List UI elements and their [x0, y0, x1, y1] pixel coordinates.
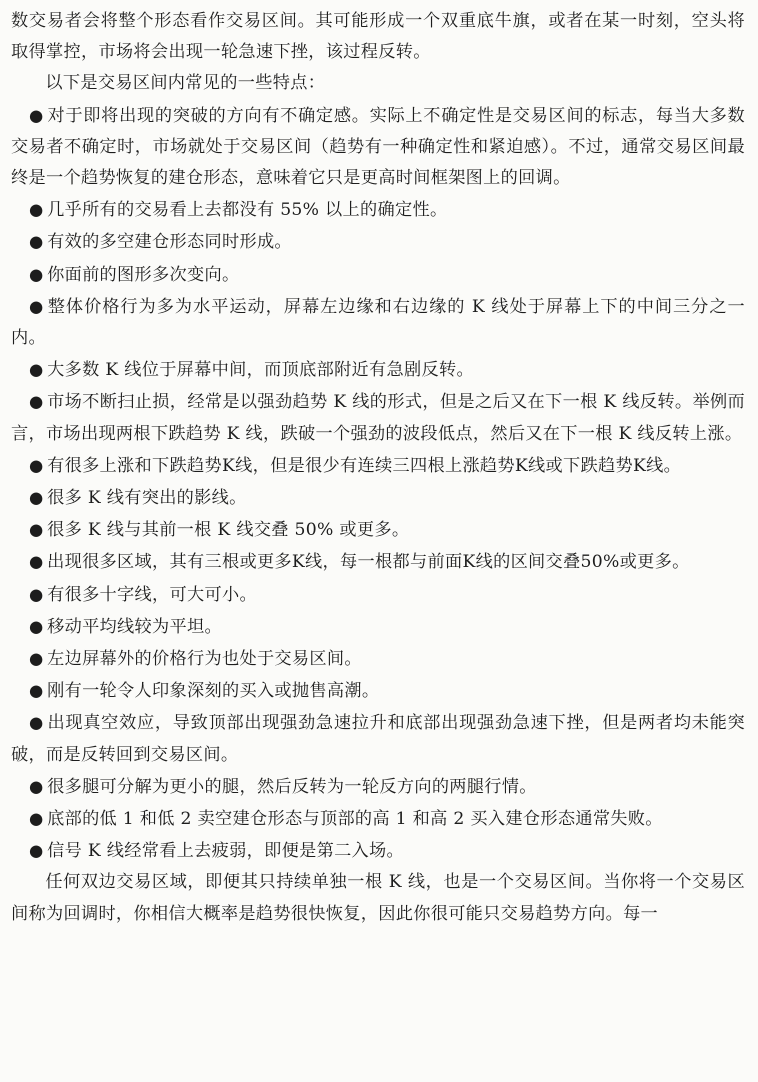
bullet-icon	[29, 707, 47, 739]
bullet-icon	[29, 514, 47, 546]
characteristics-list	[11, 100, 745, 868]
list-item	[11, 450, 745, 482]
list-item-text: 出现很多区域，其有三根或更多K线，每一根都与前面K线的区间交叠50%或更多。	[47, 552, 690, 573]
list-item	[11, 514, 745, 546]
list-item	[11, 259, 745, 291]
list-item-text: 刚有一轮令人印象深刻的买入或抛售高潮。	[47, 681, 380, 702]
list-item-text: 很多腿可分解为更小的腿，然后反转为一轮反方向的两腿行情。	[47, 776, 537, 797]
list-item-text: 有很多上涨和下跌趋势K线，但是很少有连续三四根上涨趋势K线或下跌趋势K线。	[47, 455, 682, 476]
list-item	[11, 611, 745, 643]
list-item-text: 左边屏幕外的价格行为也处于交易区间。	[47, 649, 362, 670]
bullet-icon	[29, 226, 47, 258]
list-item	[11, 226, 745, 258]
list-item-text: 很多 K 线有突出的影线。	[47, 488, 247, 509]
list-item-text: 有很多十字线，可大可小。	[47, 584, 257, 605]
list-item-text: 很多 K 线与其前一根 K 线交叠 50% 或更多。	[47, 520, 410, 541]
bullet-icon	[29, 546, 47, 578]
list-item	[11, 707, 745, 770]
list-item	[11, 771, 745, 803]
bullet-icon	[29, 835, 47, 867]
list-item-text: 几乎所有的交易看上去都没有 55% 以上的确定性。	[47, 200, 448, 221]
list-item-text: 信号 K 线经常看上去疲弱，即便是第二入场。	[47, 841, 405, 862]
list-item-text: 你面前的图形多次变向。	[47, 264, 240, 285]
list-item-text: 整体价格行为多为水平运动，屏幕左边缘和右边缘的 K 线处于屏幕上下的中间三分之一内。	[11, 296, 745, 349]
list-item-text: 有效的多空建仓形态同时形成。	[47, 232, 292, 253]
list-item	[11, 835, 745, 867]
list-item	[11, 386, 745, 449]
list-item	[11, 546, 745, 578]
bullet-icon	[29, 643, 47, 675]
list-item	[11, 803, 745, 835]
bullet-icon	[29, 354, 47, 386]
list-item	[11, 354, 745, 386]
list-item-text: 市场不断扫止损，经常是以强劲趋势 K 线的形式，但是之后又在下一根 K 线反转。举例而言，市场出现两根下跌趋势 K 线，跌破一个强劲的波段低点，然后又在下一根 K 线反转上涨。	[11, 392, 745, 444]
list-item	[11, 194, 745, 226]
list-item-text: 底部的低 1 和低 2 卖空建仓形态与顶部的高 1 和高 2 买入建仓形态通常失败。	[47, 809, 663, 830]
bullet-icon	[29, 450, 47, 482]
closing-paragraph: 任何双边交易区域，即便其只持续单独一根 K 线，也是一个交易区间。当你将一个交易区间称为回调时，你相信大概率是趋势很快恢复，因此你很可能只交易趋势方向。每一	[11, 872, 745, 924]
bullet-icon	[29, 579, 47, 611]
bullet-icon	[29, 291, 47, 323]
list-item-text: 出现真空效应，导致顶部出现强劲急速拉升和底部出现强劲急速下挫，但是两者均未能突破，而是反转回到交易区间。	[11, 713, 745, 765]
list-item	[11, 291, 745, 354]
bullet-icon	[29, 675, 47, 707]
list-item	[11, 482, 745, 514]
bullet-icon	[29, 771, 47, 803]
list-item	[11, 675, 745, 707]
list-item-text: 移动平均线较为平坦。	[47, 616, 222, 637]
list-item-text: 对于即将出现的突破的方向有不确定感。实际上不确定性是交易区间的标志，每当大多数交易者不确定时，市场就处于交易区间（趋势有一种确定性和紧迫感）。不过，通常交易区间最终是一个趋势恢复的建仓形态，意味着它只是更高时间框架图上的回调。	[11, 105, 745, 189]
bullet-icon	[29, 386, 47, 418]
bullet-icon	[29, 482, 47, 514]
bullet-icon	[29, 100, 47, 132]
bullet-icon	[29, 803, 47, 835]
bullet-icon	[29, 611, 47, 643]
list-item	[11, 100, 745, 195]
bullet-icon	[29, 259, 47, 291]
list-item-text: 大多数 K 线位于屏幕中间，而顶底部附近有急剧反转。	[47, 360, 474, 381]
opening-paragraph: 数交易者会将整个形态看作交易区间。其可能形成一个双重底牛旗，或者在某一时刻，空头将取得掌控，市场将会出现一轮急速下挫，该过程反转。	[11, 11, 745, 63]
bullet-icon	[29, 194, 47, 226]
list-item	[11, 643, 745, 675]
list-item	[11, 579, 745, 611]
list-intro: 以下是交易区间内常见的一些特点：	[45, 73, 326, 94]
